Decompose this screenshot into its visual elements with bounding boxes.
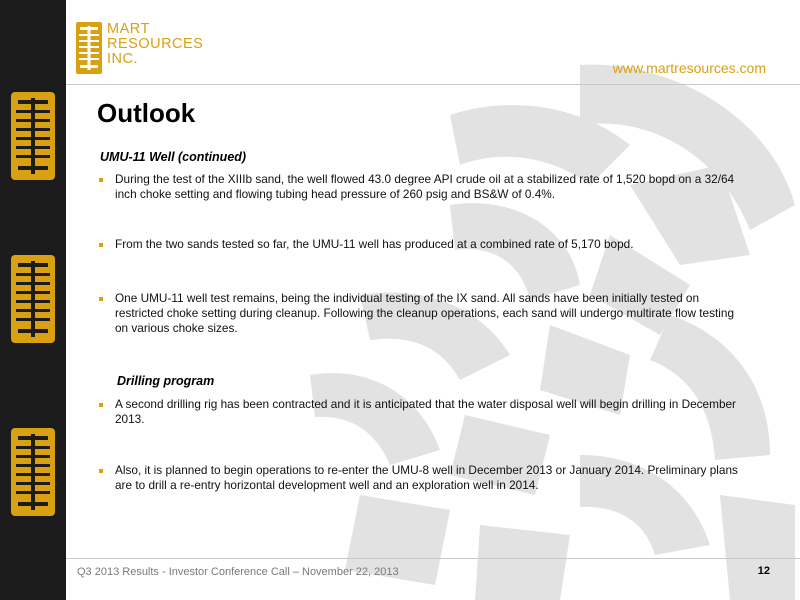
brand-line-3: INC. <box>107 51 138 67</box>
bullet-item <box>99 291 739 336</box>
bullet-text: Also, it is planned to begin operations to re-enter the UMU-8 well in December 2013 or January 2014. Preliminary plans are to drill a re-entry horizontal development well and an exploration well in 2014. <box>115 463 738 492</box>
bullet-text: One UMU-11 well test remains, being the individual testing of the IX sand. All sands have been initially tested on restricted choke setting during cleanup. Following the cleanup operations, each sand will undergo multirate flow testing on various choke sizes. <box>115 291 735 335</box>
sidebar <box>0 0 66 600</box>
header-divider <box>66 84 800 85</box>
bullet-item <box>99 237 739 252</box>
brand-line-1: MART <box>107 21 150 37</box>
bullet-text: A second drilling rig has been contracted and it is anticipated that the water disposal well will begin drilling in December 2013. <box>115 397 736 426</box>
bullet-item <box>99 463 739 493</box>
footer-divider <box>66 558 800 559</box>
website-link[interactable]: www.martresources.com <box>612 60 766 76</box>
page-title: Outlook <box>97 98 196 128</box>
bullet-icon <box>99 178 103 182</box>
footer-text: Q3 2013 Results - Investor Conference Call – November 22, 2013 <box>77 566 399 578</box>
bullet-icon <box>99 469 103 473</box>
section-heading: Drilling program <box>117 374 215 388</box>
mart-logo-icon <box>11 92 55 180</box>
brand-line-2: RESOURCES <box>107 36 204 52</box>
mart-logo-icon <box>76 22 102 74</box>
bullet-item <box>99 397 739 427</box>
bullet-text: From the two sands tested so far, the UMU-11 well has produced at a combined rate of 5,170 bopd. <box>115 237 634 251</box>
section-heading: UMU-11 Well (continued) <box>100 150 247 164</box>
mart-logo-icon <box>11 255 55 343</box>
page-number: 12 <box>757 565 770 577</box>
bullet-item <box>99 172 739 202</box>
bullet-icon <box>99 297 103 301</box>
bullet-icon <box>99 243 103 247</box>
bullet-icon <box>99 403 103 407</box>
brand-name <box>107 22 203 67</box>
bullet-text: During the test of the XIIIb sand, the well flowed 43.0 degree API crude oil at a stabilized rate of 1,520 bopd on a 32/64 inch choke setting and flowing tubing head pressure of 260 psig and BS&W of 0.4%. <box>115 172 735 201</box>
mart-logo-icon <box>11 428 55 516</box>
